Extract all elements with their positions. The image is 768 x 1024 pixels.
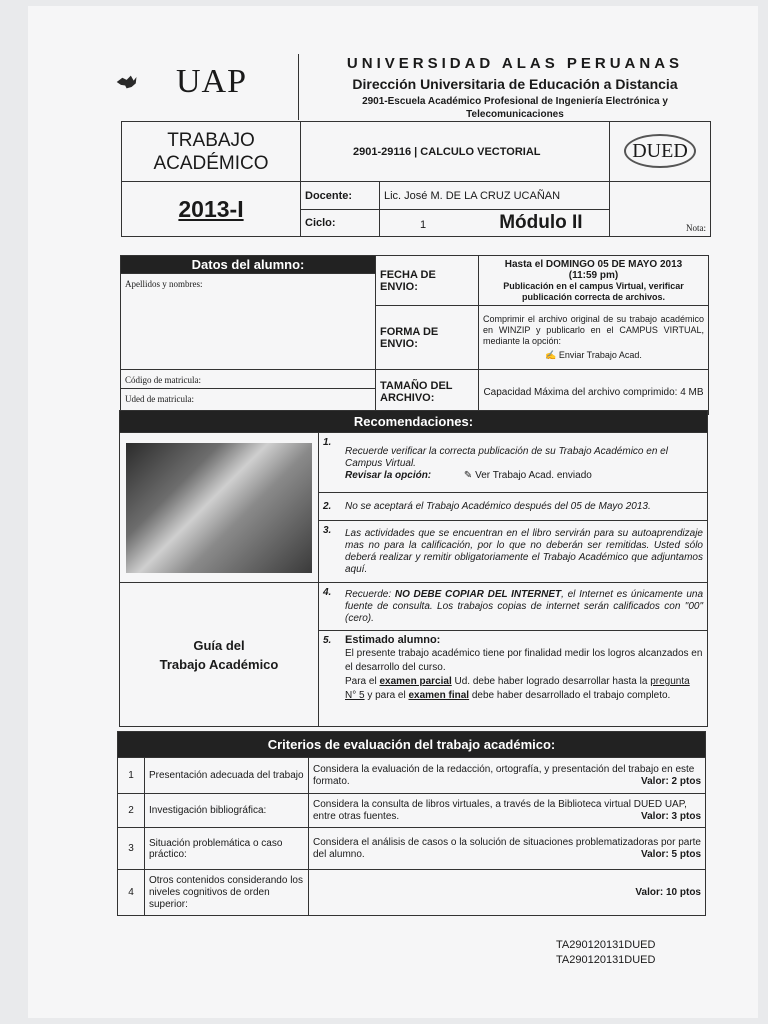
header-divider xyxy=(298,54,299,120)
pen-icon: ✎ xyxy=(463,469,473,481)
criteria-row xyxy=(118,758,706,794)
course-info-table xyxy=(121,121,711,237)
document-codes xyxy=(556,938,655,968)
recommendations-title: Recomendaciones: xyxy=(120,411,708,433)
fecha-value-cell xyxy=(479,256,709,306)
ciclo-value: 1 xyxy=(420,219,427,231)
criteria-table xyxy=(117,731,706,916)
rec-num-3: 3. xyxy=(319,521,342,583)
criteria-name: Otros contenidos considerando los niveles cognitivos de orden superior: xyxy=(145,870,309,916)
year-label: 2013-I xyxy=(122,182,301,237)
rec-item-5 xyxy=(341,631,708,727)
criteria-row xyxy=(118,828,706,870)
rec-5-p1: El presente trabajo académico tiene por finalidad medir los logros alcanzados en el desarrollo del curso. xyxy=(345,648,703,673)
modulo-label: Módulo II xyxy=(499,212,583,233)
uded-label: Uded de matricula: xyxy=(125,394,194,404)
rec-text-4 xyxy=(341,583,708,631)
guide-title-1: Guía del xyxy=(193,637,245,653)
criteria-value: Valor: 2 ptos xyxy=(640,775,701,787)
direction-name: Dirección Universitaria de Educación a Distancia xyxy=(352,76,678,92)
rec-num-4: 4. xyxy=(319,583,342,631)
nota-label: Nota: xyxy=(686,223,706,233)
rec-5-heading: Estimado alumno: xyxy=(345,634,441,646)
fecha-value-1: Hasta el DOMINGO 05 DE MAYO 2013 xyxy=(504,258,683,270)
rec-item-1 xyxy=(341,433,708,493)
criteria-desc-cell xyxy=(309,870,706,916)
guide-title-cell xyxy=(120,583,319,727)
rec-5-p2c: Ud. debe haber logrado desarrollar hasta la xyxy=(451,676,651,687)
rec-extra-label: Revisar la opción: xyxy=(345,469,432,481)
uap-eagle-logo-icon xyxy=(116,62,176,102)
photo-cell xyxy=(120,433,319,583)
title-line-1: TRABAJO xyxy=(167,129,255,151)
nota-cell xyxy=(610,182,711,237)
student-section-title: Datos del alumno: xyxy=(121,256,376,274)
criteria-desc-cell xyxy=(309,758,706,794)
rec-4-post: , el Internet es únicamente una fuente de consulta. Los trabajos copias de internet serán calificados con "00" (cero). xyxy=(345,588,704,624)
title-line-2: ACADÉMICO xyxy=(153,152,269,174)
criteria-title: Criterios de evaluación del trabajo académico: xyxy=(118,732,706,758)
rec-5-p2a: Para el xyxy=(345,676,380,687)
document-code-2: TA290120131DUED xyxy=(556,954,656,966)
ciclo-label: Ciclo: xyxy=(301,210,380,237)
criteria-num: 1 xyxy=(118,758,145,794)
ver-trabajo-link[interactable] xyxy=(464,470,592,481)
criteria-value: Valor: 3 ptos xyxy=(640,810,701,822)
criteria-num: 3 xyxy=(118,828,145,870)
rec-4-bold: NO DEBE COPIAR DEL INTERNET xyxy=(394,588,562,600)
university-name: UNIVERSIDAD ALAS PERUANAS xyxy=(346,55,684,72)
criteria-value: Valor: 5 ptos xyxy=(640,848,701,860)
rec-5-p2e: y para el xyxy=(364,690,409,701)
ver-trabajo-label: Ver Trabajo Acad. enviado xyxy=(475,469,592,481)
dued-logo-cell xyxy=(610,122,711,182)
rec-text-3: Las actividades que se encuentran en el libro servirán para su autoaprendizaje mas no para la calificación, por lo que no deberán ser remitidas. Usted sólo deberá realizar y remitir obligatoriamente el Trabajo Académico que adjuntamos aquí. xyxy=(341,521,708,583)
criteria-row xyxy=(118,870,706,916)
criteria-name: Situación problemática o caso práctico: xyxy=(145,828,309,870)
forma-value: Comprimir el archivo original de su trabajo académico en WINZIP y publicarlo en el CAMPUS VIRTUAL, mediante la opción: xyxy=(483,314,704,346)
rec-5-p2 xyxy=(345,675,703,703)
rec-num-1: 1. xyxy=(319,433,342,493)
school-name: 2901-Escuela Académico Profesional de Ingeniería Electrónica y Telecomunicaciones xyxy=(362,96,668,120)
rec-4-pre: Recuerde: xyxy=(345,588,395,600)
criteria-desc: Considera la consulta de libros virtuales, a través de la Biblioteca virtual DUED UAP, entre otras fuentes. xyxy=(313,798,687,822)
fecha-value-3: Publicación en el campus Virtual, verificar publicación correcta de archivos. xyxy=(503,280,684,302)
rec-5-p2g: debe haber desarrollado el trabajo completo. xyxy=(469,690,671,701)
criteria-desc-cell xyxy=(309,828,706,870)
forma-value-cell xyxy=(479,306,709,370)
dued-logo: DUED xyxy=(624,134,696,168)
uap-logo-text: UAP xyxy=(176,63,248,100)
rec-text-1: Recuerde verificar la correcta publicación de su Trabajo Académico en el Campus Virtual. xyxy=(345,445,668,469)
code-label: Código de matricula: xyxy=(125,375,201,385)
docente-value: Lic. José M. DE LA CRUZ UCAÑAN xyxy=(380,182,610,210)
criteria-value: Valor: 10 ptos xyxy=(635,887,701,898)
criteria-num: 2 xyxy=(118,794,145,828)
criteria-name: Investigación bibliográfica: xyxy=(145,794,309,828)
fecha-label: FECHA DE ENVIO: xyxy=(376,256,479,306)
criteria-name: Presentación adecuada del trabajo xyxy=(145,758,309,794)
criteria-num: 4 xyxy=(118,870,145,916)
rec-5-pregunta: pregunta N° 5 xyxy=(345,676,690,701)
criteria-desc: Considera la evaluación de la redacción, ortografía, y presentación del trabajo en este formato. xyxy=(313,763,695,787)
names-field[interactable] xyxy=(121,274,376,370)
send-hand-icon: ✍ xyxy=(545,350,557,360)
enviar-trabajo-label: Enviar Trabajo Acad. xyxy=(558,350,642,360)
enviar-trabajo-button[interactable] xyxy=(483,350,704,361)
title-cell xyxy=(122,122,301,182)
ciclo-modulo-cell xyxy=(380,210,610,237)
student-computer-photo xyxy=(126,443,312,573)
criteria-desc-cell xyxy=(309,794,706,828)
fecha-value-2: (11:59 pm) xyxy=(568,269,619,281)
recommendations-table xyxy=(119,410,708,727)
rec-extra-1 xyxy=(345,470,703,482)
tamano-label: TAMAÑO DEL ARCHIVO: xyxy=(376,370,479,415)
course-name: 2901-29116 | CALCULO VECTORIAL xyxy=(301,122,610,182)
rec-text-2: No se aceptará el Trabajo Académico después del 05 de Mayo 2013. xyxy=(341,493,708,521)
rec-num-5: 5. xyxy=(319,631,342,727)
document-code-1: TA290120131DUED xyxy=(556,939,656,951)
rec-num-2: 2. xyxy=(319,493,342,521)
forma-label: FORMA DE ENVIO: xyxy=(376,306,479,370)
rec-5-final: examen final xyxy=(408,690,470,701)
rec-5-parcial: examen parcial xyxy=(379,676,452,687)
guide-title-2: Trabajo Académico xyxy=(159,656,279,672)
names-label: Apellidos y nombres: xyxy=(125,279,203,289)
code-field[interactable] xyxy=(121,370,376,389)
docente-label: Docente: xyxy=(301,182,380,210)
tamano-value: Capacidad Máxima del archivo comprimido: 4 MB xyxy=(479,370,709,415)
student-data-table xyxy=(120,255,709,415)
criteria-desc: Considera el análisis de casos o la solución de situaciones problematizadoras por parte del alumno. xyxy=(313,836,701,860)
criteria-row xyxy=(118,794,706,828)
